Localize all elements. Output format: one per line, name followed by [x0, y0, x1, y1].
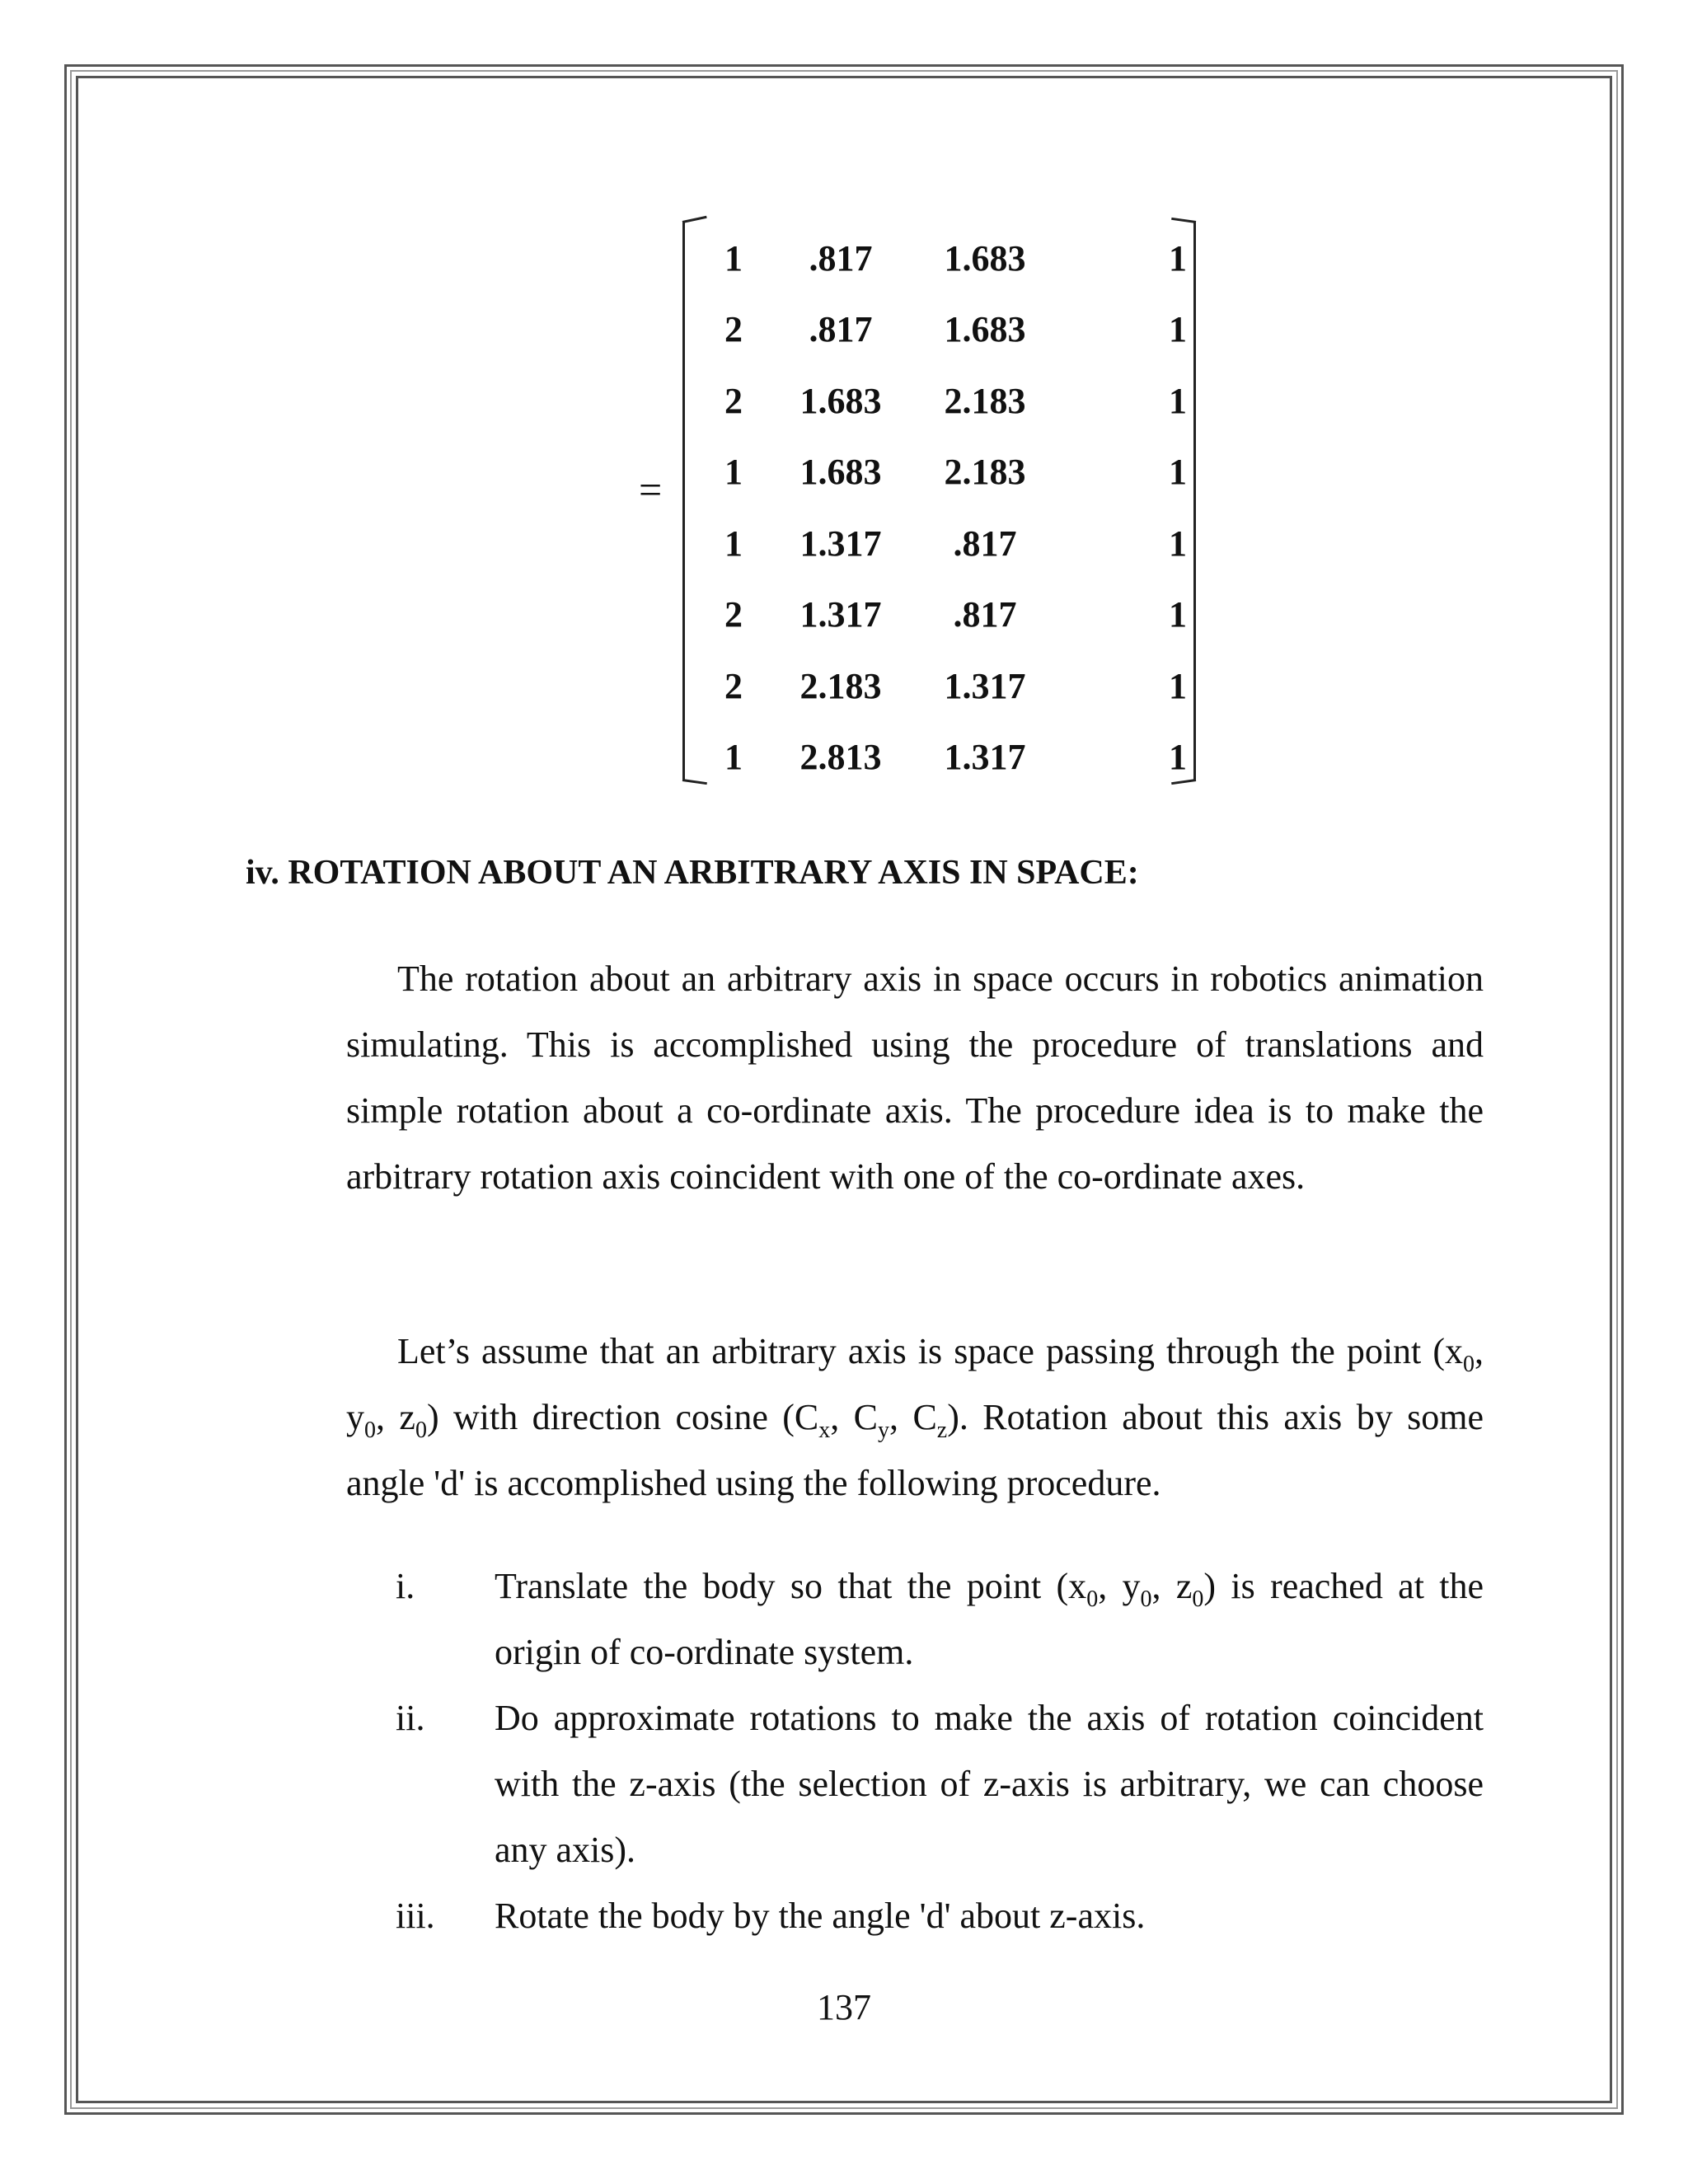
subscript: z — [936, 1417, 948, 1443]
subscript: 0 — [1140, 1586, 1152, 1612]
matrix-row — [709, 223, 1193, 294]
matrix-row — [709, 365, 1193, 437]
subscript: 0 — [415, 1417, 427, 1443]
matrix-cell: 1 — [1169, 237, 1187, 279]
subscript: 0 — [1463, 1351, 1475, 1377]
subscript: 0 — [1192, 1586, 1204, 1612]
matrix-cell: 2.183 — [944, 452, 1026, 493]
matrix-cell: 2 — [724, 380, 743, 421]
matrix-cell: .817 — [953, 594, 1017, 635]
matrix-cell: 1 — [1169, 309, 1187, 350]
matrix-cell: .817 — [809, 237, 873, 279]
list-item — [396, 1554, 1484, 1685]
matrix-cell: 1 — [724, 523, 743, 564]
matrix-cell: 1 — [724, 452, 743, 493]
equals-sign: = — [639, 466, 663, 513]
matrix-cell: 1 — [1169, 737, 1187, 778]
list-item — [396, 1883, 1484, 1949]
subscript: x — [818, 1417, 831, 1443]
subscript: 0 — [1086, 1586, 1099, 1612]
text-run: , y — [346, 1331, 1484, 1437]
matrix-cell: 1.317 — [799, 523, 882, 564]
result-matrix — [709, 223, 1193, 793]
list-item-text: Do approximate rotations to make the axis of rotation coincident with the z-axis (the selection of z-axis is arbitrary, we can choose any axis). — [495, 1698, 1484, 1870]
matrix-row — [709, 579, 1193, 651]
text-run: ). Rotation about this axis by some angle 'd' is accomplished using the following procedure. — [346, 1397, 1484, 1503]
matrix-cell: .817 — [809, 309, 873, 350]
list-number: iii. — [396, 1896, 435, 1936]
matrix-row — [709, 722, 1193, 794]
matrix-cell: 1 — [1169, 523, 1187, 564]
text-run: Translate the body so that the point (x — [495, 1566, 1087, 1606]
subscript: 0 — [364, 1417, 376, 1443]
matrix-row — [709, 650, 1193, 722]
matrix-cell: 2.183 — [799, 665, 882, 706]
matrix-row — [709, 508, 1193, 579]
text-run: , z — [1151, 1566, 1193, 1606]
text-run: ) is reached at the origin of co-ordinate system. — [495, 1566, 1484, 1672]
list-number: i. — [396, 1566, 415, 1606]
matrix-cell: 2 — [724, 665, 743, 706]
matrix-cell: 1.317 — [799, 594, 882, 635]
list-item — [396, 1685, 1484, 1883]
text-run: Let’s assume that an arbitrary axis is space passing through the point (x — [397, 1331, 1463, 1371]
text-run: , y — [1098, 1566, 1141, 1606]
matrix-cell: 1.317 — [944, 737, 1026, 778]
paragraph-intro-text: The rotation about an arbitrary axis in space occurs in robotics animation simulating. This is accomplished using the procedure of translations and simple rotation about a co-ordinate axis. The procedure idea is to make the arbitrary rotation axis coincident with one of the co-ordinate axes. — [346, 958, 1484, 1197]
text-run: , C — [889, 1397, 937, 1437]
paragraph-intro — [346, 946, 1484, 1210]
matrix-cell: 1 — [1169, 665, 1187, 706]
matrix-cell: .817 — [953, 523, 1017, 564]
matrix-cell: 2.183 — [944, 380, 1026, 421]
matrix-row — [709, 437, 1193, 509]
matrix-cell: 1.683 — [799, 452, 882, 493]
paragraph-assumption — [346, 1319, 1484, 1516]
matrix-cell: 1.683 — [944, 309, 1026, 350]
matrix-cell: 1.317 — [944, 665, 1026, 706]
matrix-cell: 1 — [724, 237, 743, 279]
list-item-text: Rotate the body by the angle 'd' about z-axis. — [495, 1896, 1146, 1936]
text-run: , z — [376, 1397, 415, 1437]
matrix-cell: 1 — [724, 737, 743, 778]
matrix-cell: 2.813 — [799, 737, 882, 778]
list-number: ii. — [396, 1698, 425, 1738]
matrix-left-bracket — [682, 221, 710, 781]
text-run: ) with direction cosine (C — [426, 1397, 819, 1437]
matrix-cell: 1.683 — [799, 380, 882, 421]
procedure-list — [396, 1554, 1484, 1949]
matrix-cell: 2 — [724, 309, 743, 350]
section-heading: iv. ROTATION ABOUT AN ARBITRARY AXIS IN SPACE: — [246, 854, 1139, 892]
matrix-cell: 1.683 — [944, 237, 1026, 279]
matrix-cell: 1 — [1169, 380, 1187, 421]
matrix-cell: 1 — [1169, 594, 1187, 635]
matrix-cell: 2 — [724, 594, 743, 635]
text-run: , C — [830, 1397, 879, 1437]
matrix-cell: 1 — [1169, 452, 1187, 493]
matrix-row — [709, 294, 1193, 366]
subscript: y — [878, 1417, 890, 1443]
page-number: 137 — [817, 1987, 871, 2027]
